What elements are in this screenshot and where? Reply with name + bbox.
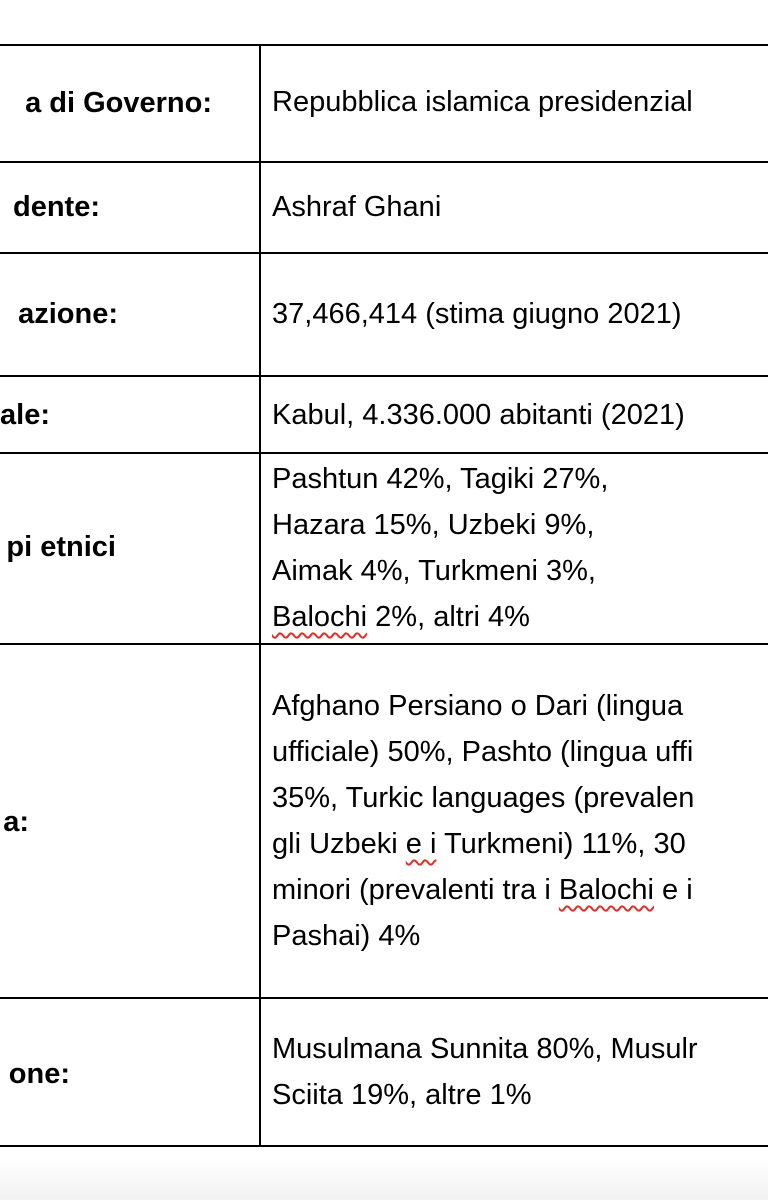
text-segment: 2%, altri 4% xyxy=(367,601,530,633)
row-divider xyxy=(0,997,768,999)
row-label-religione: one: xyxy=(8,1058,70,1090)
cell-text-line xyxy=(272,775,694,821)
row-value-forma-governo xyxy=(272,79,693,125)
row-value-popolazione xyxy=(272,291,682,337)
text-segment: 35%, Turkic languages (prevalen xyxy=(272,782,695,814)
text-segment: Turkmeni) 11%, 30 xyxy=(436,828,686,860)
text-segment: ufficiale) 50%, Pashto (lingua uffi xyxy=(272,736,694,768)
misspelled-word: Balochi xyxy=(558,874,654,906)
text-segment: Repubblica islamica presidenzial xyxy=(272,86,693,118)
row-value-capitale xyxy=(272,392,685,438)
row-label-lingua: a: xyxy=(3,806,29,838)
text-segment: Hazara 15%, Uzbeki 9%, xyxy=(272,509,595,541)
row-label-presidente: dente: xyxy=(13,191,100,223)
cell-text-line xyxy=(272,456,608,502)
text-segment: minori (prevalenti tra i xyxy=(272,874,559,906)
row-label-forma-governo: a di Governo: xyxy=(25,87,212,119)
cell-text-line xyxy=(272,184,441,230)
misspelled-word: Balochi xyxy=(272,601,368,633)
row-value-religione xyxy=(272,1026,698,1118)
text-segment: Sciita 19%, altre 1% xyxy=(272,1079,532,1111)
table-border-top xyxy=(0,44,768,46)
cell-text-line xyxy=(272,502,608,548)
text-segment: Pashtun 42%, Tagiki 27%, xyxy=(272,463,609,495)
text-segment: Kabul, 4.336.000 abitanti (2021) xyxy=(272,399,685,431)
row-divider xyxy=(0,643,768,645)
cell-text-line xyxy=(272,729,694,775)
text-segment: Ashraf Ghani xyxy=(272,191,442,223)
text-segment: e i xyxy=(654,874,693,906)
row-divider xyxy=(0,375,768,377)
cell-text-line xyxy=(272,683,694,729)
cell-text-line xyxy=(272,913,694,959)
text-segment: Afghano Persiano o Dari (lingua xyxy=(272,690,684,722)
cell-text-line xyxy=(272,548,608,594)
cell-text-line xyxy=(272,867,694,913)
cell-text-line xyxy=(272,1026,698,1072)
cell-text-line xyxy=(272,594,608,640)
misspelled-word: e i xyxy=(405,828,437,860)
cell-text-line xyxy=(272,79,693,125)
page-bottom-shadow xyxy=(0,1160,768,1200)
row-value-lingua xyxy=(272,683,694,959)
text-segment: Pashai) 4% xyxy=(272,920,421,952)
text-segment: 37,466,414 (stima giugno 2021) xyxy=(272,298,682,330)
table-border-bottom xyxy=(0,1145,768,1147)
cell-text-line xyxy=(272,392,685,438)
row-divider xyxy=(0,252,768,254)
cell-text-line xyxy=(272,821,694,867)
row-divider xyxy=(0,452,768,454)
row-value-gruppi-etnici xyxy=(272,456,608,640)
row-value-presidente xyxy=(272,184,441,230)
row-label-gruppi-etnici: pi etnici xyxy=(6,531,116,563)
row-divider xyxy=(0,161,768,163)
cell-text-line xyxy=(272,291,682,337)
row-label-popolazione: azione: xyxy=(18,298,118,330)
text-segment: gli Uzbeki xyxy=(272,828,406,860)
text-segment: Musulmana Sunnita 80%, Musulr xyxy=(272,1033,698,1065)
cell-text-line xyxy=(272,1072,698,1118)
row-label-capitale: ale: xyxy=(0,399,50,431)
column-divider xyxy=(259,44,261,1147)
text-segment: Aimak 4%, Turkmeni 3%, xyxy=(272,555,596,587)
